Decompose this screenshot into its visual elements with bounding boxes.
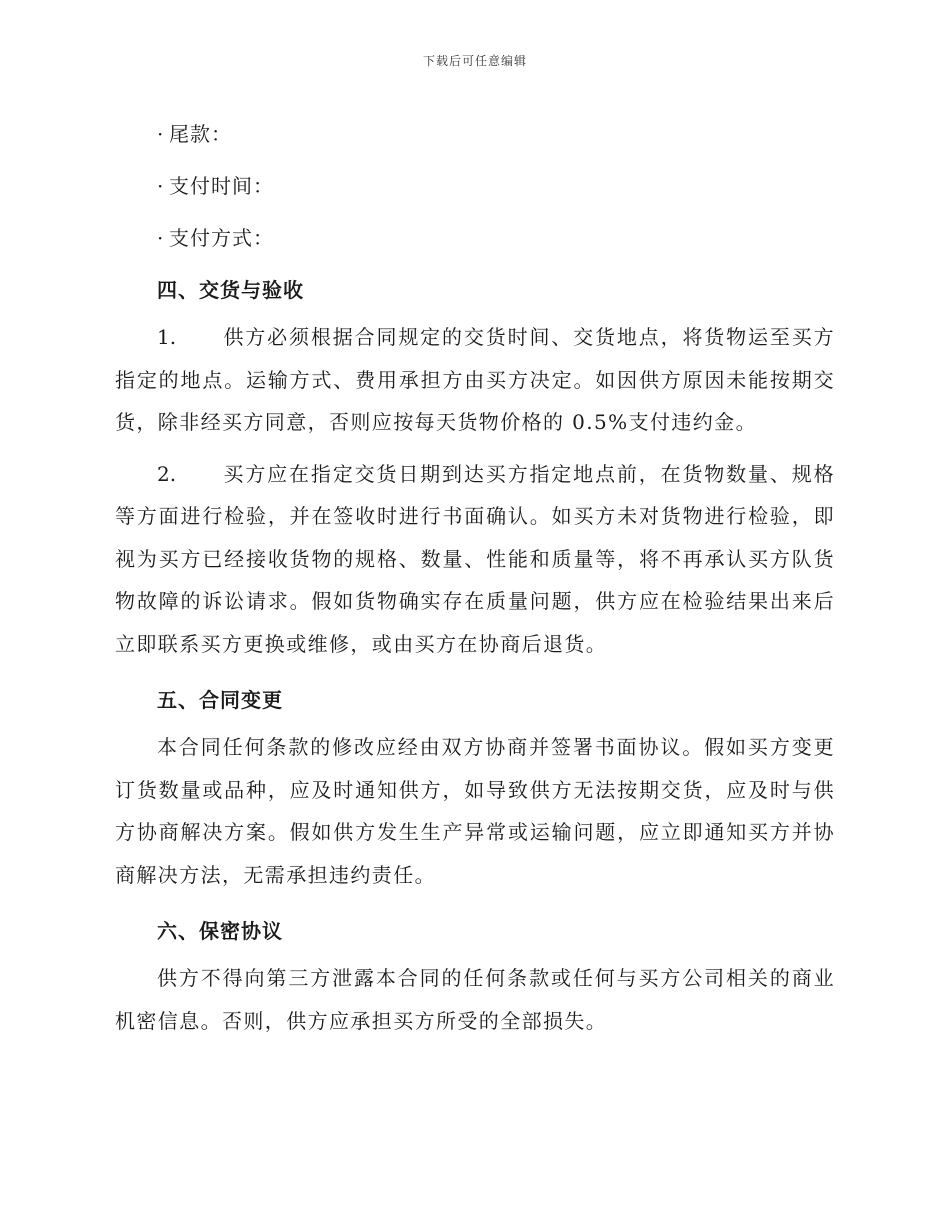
- section-heading-contract-change: 五、合同变更: [157, 688, 283, 712]
- paragraph-line: 指定的地点。运输方式、费用承担方由买方决定。如因供方原因未能按期交: [115, 367, 835, 392]
- bullet-text: 尾款：: [169, 122, 232, 146]
- document-body: [115, 108, 835, 1051]
- bullet-text: 支付方式：: [169, 226, 274, 250]
- paragraph-line: 本合同任何条款的修改应经由双方协商并签署书面协议。假如买方变更: [157, 735, 835, 759]
- bullet-payment-method: [115, 212, 835, 264]
- confidentiality-paragraph: [115, 957, 835, 1042]
- paragraph-line: 2. 买方应在指定交货日期到达买方指定地点前，在货物数量、规格: [115, 453, 835, 496]
- paragraph-line: 视为买方已经接收货物的规格、数量、性能和质量等，将不再承认买方队货: [115, 546, 835, 571]
- delivery-clause-2: [115, 453, 835, 666]
- paragraph-line: 订货数量或品种，应及时通知供方，如导致供方无法按期交货，应及时与供: [115, 777, 835, 802]
- paragraph-line: 等方面进行检验，并在签收时进行书面确认。如买方未对货物进行检验，即: [115, 504, 835, 528]
- paragraph-line: 立即联系买方更换或维修，或由买方在协商后退货。: [115, 631, 608, 656]
- paragraph-line: 机密信息。否则，供方应承担买方所受的全部损失。: [115, 1008, 608, 1033]
- bullet-payment-time: [115, 160, 835, 212]
- paragraph-line: 方协商解决方案。假如供方发生生产异常或运输问题，应立即通知买方并协: [115, 820, 835, 844]
- page-header: 下载后可任意编辑: [422, 54, 527, 68]
- delivery-clause-1: [115, 316, 835, 444]
- bullet-dot: ·: [157, 226, 165, 250]
- paragraph-line: 1. 供方必须根据合同规定的交货时间、交货地点，将货物运至买方: [115, 316, 835, 359]
- bullet-dot: ·: [157, 122, 165, 146]
- paragraph-line: 商解决方法，无需承担违约责任。: [115, 862, 436, 887]
- section-heading-delivery: 四、交货与验收: [157, 278, 304, 302]
- contract-change-paragraph: [115, 726, 835, 896]
- bullet-final-payment: [115, 108, 835, 160]
- bullet-text: 支付时间：: [169, 174, 274, 198]
- paragraph-line: 货，除非经买方同意，否则应按每天货物价格的 0.5%支付违约金。: [115, 410, 757, 434]
- bullet-dot: ·: [157, 174, 165, 198]
- paragraph-line: 供方不得向第三方泄露本合同的任何条款或任何与买方公司相关的商业: [157, 966, 835, 990]
- clause-number: 2.: [157, 461, 177, 486]
- section-heading-confidentiality: 六、保密协议: [157, 919, 283, 943]
- clause-number: 1.: [157, 325, 177, 349]
- paragraph-line: 物故障的诉讼请求。假如货物确实存在质量问题，供方应在检验结果出来后: [115, 589, 835, 613]
